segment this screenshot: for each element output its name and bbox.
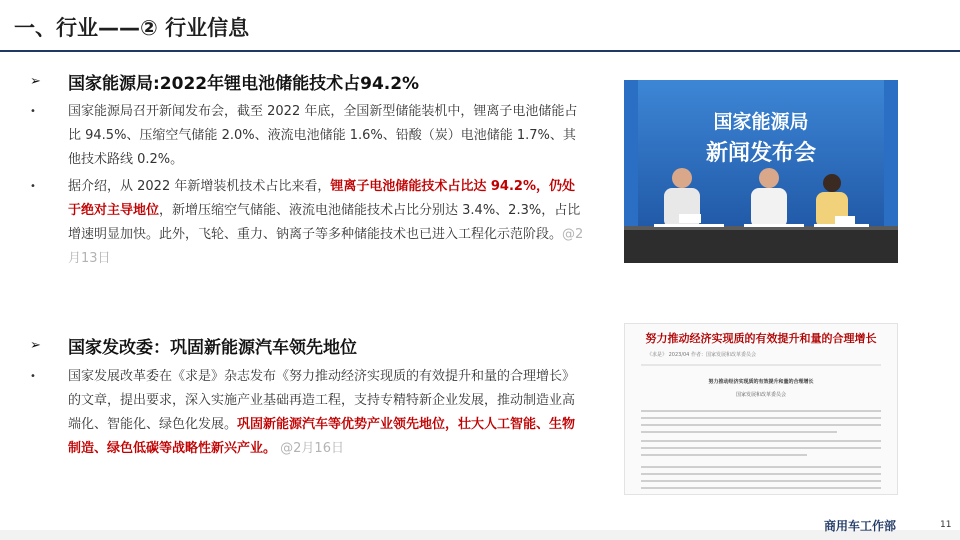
page-number: 11 (940, 520, 952, 530)
footer-department: 商用车工作部 (824, 519, 897, 533)
date-stamp: @2月16日 (280, 441, 344, 456)
bullet-dot-icon: • (30, 106, 36, 117)
section1-heading (30, 69, 419, 94)
section1-bullet-1 (30, 100, 585, 172)
bullet-text (68, 175, 585, 271)
text-line (641, 466, 881, 468)
text-line (641, 410, 881, 412)
date-stamp: @2月13日 (68, 227, 584, 266)
text-line (641, 431, 837, 433)
bullet-text-plain: 国家发展改革委在《求是》杂志发布《努力推动经济实现质的有效提升和量的合理增长》的文章，提出要求，深入实施产业基础再造工程，支持专精特新企业发展，推动制造业高端化、智能化、绿色化发展。 (68, 369, 576, 432)
press-conference-photo (624, 80, 898, 263)
article-screenshot (624, 323, 898, 495)
arrow-bullet-icon: ➢ (30, 338, 41, 353)
photo-banner-line1: 国家能源局 (713, 111, 809, 133)
bullet-dot-icon: • (30, 371, 36, 382)
section1-heading-text: 国家能源局:2022年锂电池储能技术占94.2% (68, 74, 420, 94)
text-line (641, 447, 881, 449)
bullet-dot-icon: • (30, 181, 36, 192)
bullet-text-plain: 据介绍，从 2022 年新增装机技术占比来看， (68, 179, 331, 194)
section2-heading-text: 国家发改委：巩固新能源汽车领先地位 (68, 338, 357, 358)
article-author: 国家发展和改革委员会 (735, 392, 786, 398)
text-line (641, 440, 881, 442)
bullet-text (68, 365, 585, 461)
text-line (641, 424, 881, 426)
article-title: 努力推动经济实现质的有效提升和量的合理增长 (645, 332, 877, 345)
bullet-text-plain: ，新增压缩空气储能、液流电池储能技术占比分别达 3.4%、2.3%，占比增速明显加快。此外，飞轮、重力、钠离子等多种储能技术也已进入工程化示范阶段。 (68, 203, 581, 242)
section2-bullet-1 (30, 365, 585, 461)
divider (641, 364, 881, 366)
article-meta: 《求是》 2023/04 作者：国家发展和改革委员会 (647, 352, 756, 358)
footer-bar (0, 530, 960, 540)
arrow-bullet-icon: ➢ (30, 74, 41, 89)
title-rule (0, 50, 960, 52)
section2-heading (30, 333, 357, 358)
bullet-text-highlight: 巩固新能源汽车等优势产业领先地位，壮大人工智能、生物制造、绿色低碳等战略性新兴产业。 (68, 417, 576, 456)
text-line (641, 487, 881, 489)
photo-banner-line2: 新闻发布会 (705, 141, 817, 166)
text-line (641, 417, 881, 419)
bullet-text: 国家能源局召开新闻发布会，截至 2022 年底，全国新型储能装机中，锂离子电池储能占比 94.5%、压缩空气储能 2.0%、液流电池储能 1.6%、铅酸（炭）电池储能 1.7%、其他技术路线 0.2%。 (68, 104, 578, 167)
text-line (641, 473, 881, 475)
article-subtitle: 努力推动经济实现质的有效提升和量的合理增长 (708, 379, 814, 385)
text-line (641, 454, 807, 456)
text-line (641, 480, 881, 482)
section1-bullet-2 (30, 175, 585, 271)
slide-title: 一、行业——② 行业信息 (14, 16, 250, 40)
bullet-text-highlight: 锂离子电池储能技术占比达 94.2%，仍处于绝对主导地位 (68, 179, 575, 218)
